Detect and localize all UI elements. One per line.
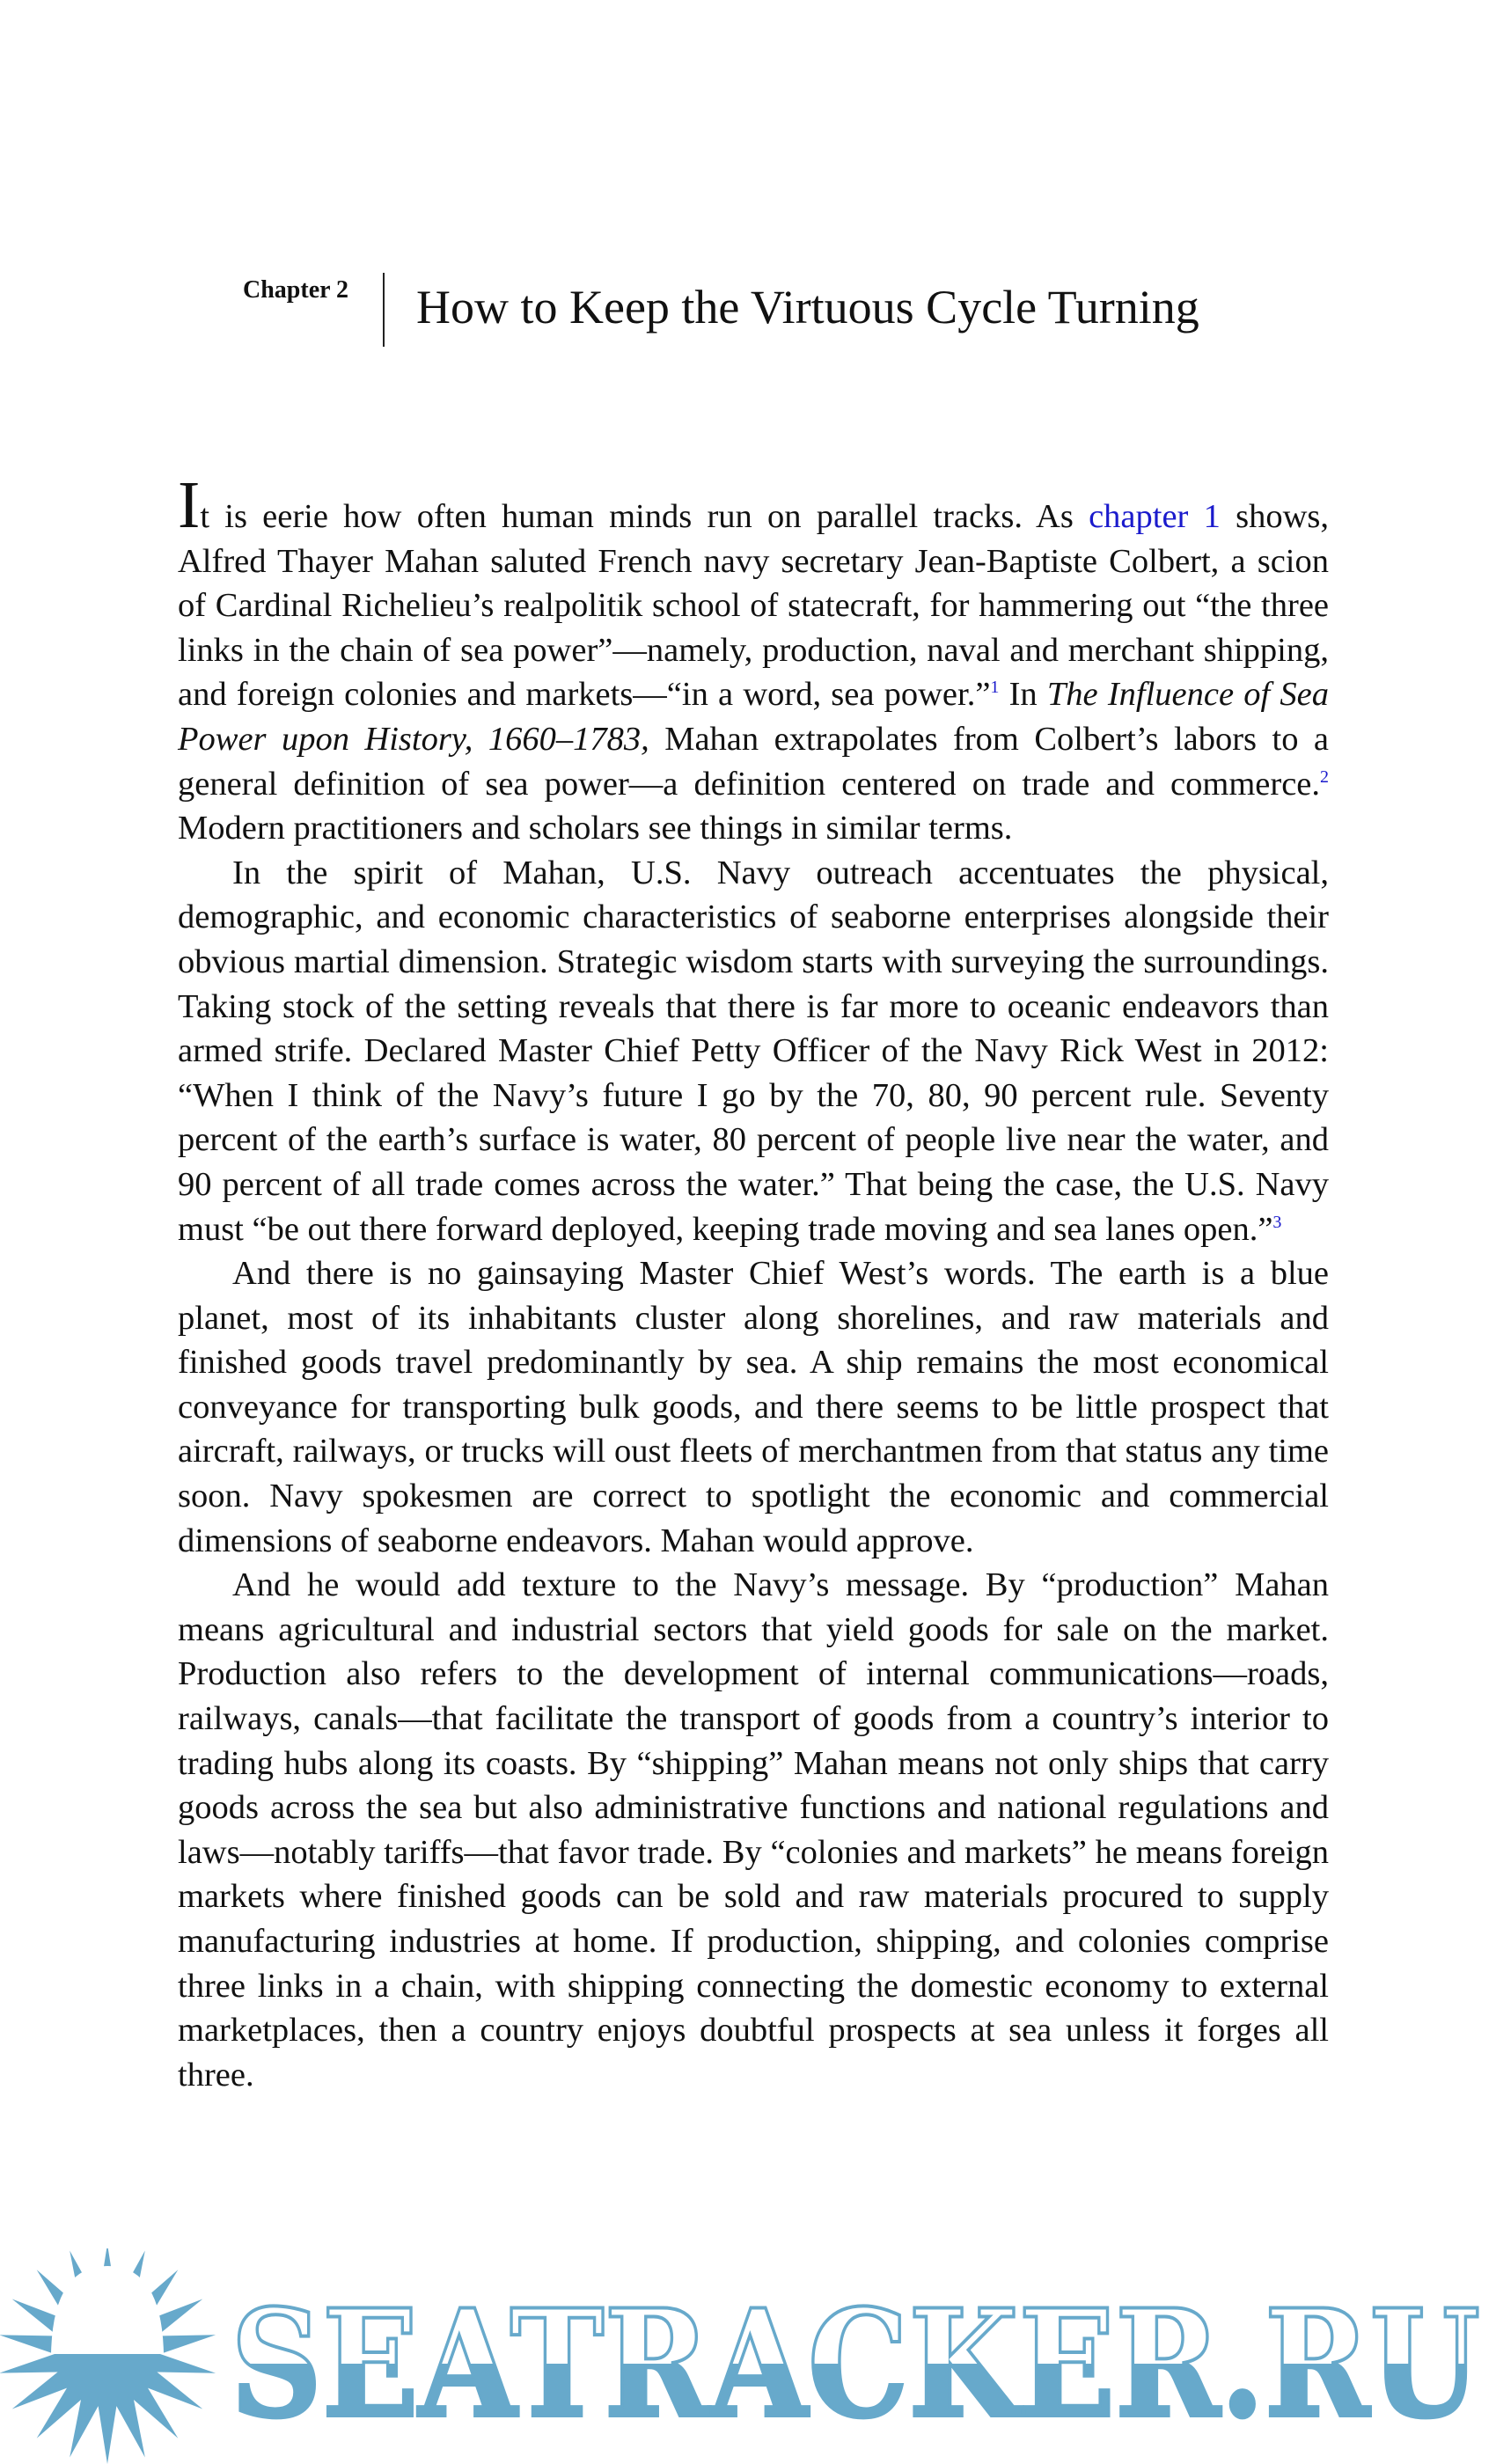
paragraph [178,851,1329,1251]
paragraph [178,468,1329,851]
text: t is eerie how often human minds run on parallel tracks. As [200,498,1089,535]
text: shows, Alfred Thayer Mahan saluted French navy secretary Jean-Baptiste Colbert, a scion of Cardinal Richelieu’s realpolitik school of statecraft, for hammering out “the three links in the chain of sea power”—namely, production, naval and merchant shipping, and foreign colonies and markets—“in a word, sea power.” [178,498,1329,714]
text: Modern practitioners and scholars see things in similar terms. [178,810,1013,847]
text: Mahan extrapolates from Colbert’s labors to a general definition of sea power—a definition centered on trade and commerce. [178,720,1329,803]
chapter-title: How to Keep the Virtuous Cycle Turning [416,281,1199,334]
text: In the spirit of Mahan, U.S. Navy outreach accentuates the physical, demographic, and economic characteristics of seaborne enterprises alongside their obvious martial dimension. Strategic wisdom starts with surveying the surroundings. Taking stock of the setting reveals that there is far more to oceanic endeavors than armed strife. Declared Master Chief Petty Officer of the Navy Rick West in 2012: “When I think of the Navy’s future I go by the 70, 80, 90 percent rule. Seventy percent of the earth’s surface is water, 80 percent of people live near the water, and 90 percent of all trade comes across the water.” That being the case, the U.S. Navy must “be out there forward deployed, keeping trade moving and sea lanes open.” [178,854,1329,1248]
paragraph [178,1251,1329,1563]
footnote-ref[interactable]: 3 [1272,1212,1282,1232]
paragraph [178,1563,1329,2097]
text: In [999,676,1047,714]
text: And there is no gainsaying Master Chief West’s words. The earth is a blue planet, most of its inhabitants cluster along shorelines, and raw materials and finished goods travel predominantly by sea. A ship remains the most economical conveyance for transporting bulk goods, and there seems to be little prospect that aircraft, railways, or trucks will oust fleets of merchantmen from that status any time soon. Navy spokesmen are correct to spotlight the economic and commercial dimensions of seaborne endeavors. Mahan would approve. [178,1255,1329,1559]
chapter-divider [383,273,385,347]
body-text [178,468,1329,2097]
footnote-ref[interactable]: 2 [1320,766,1329,787]
footnote-ref[interactable]: 1 [990,678,1000,698]
text: And he would add texture to the Navy’s message. By “production” Mahan means agricultural and industrial sectors that yield goods for sale on the market. Production also refers to the development of internal communications—roads, railways, canals—that facilitate the transport of goods from a country’s interior to trading hubs along its coasts. By “shipping” Mahan means not only ships that carry goods across the sea but also administrative functions and national regulations and laws—notably tariffs—that favor trade. By “colonies and markets” he means foreign markets where finished goods can be sold and raw materials procured to supply manufacturing industries at home. If production, shipping, and colonies comprise three links in a chain, with shipping connecting the domestic economy to external marketplaces, then a country enjoys doubtful prospects at sea unless it forges all three. [178,1566,1329,2094]
watermark-logo [0,2248,1496,2464]
book-title: The Influence of Sea Power upon History, 1660–1783, [178,676,1329,758]
chapter-link[interactable]: chapter 1 [1089,498,1221,535]
sun-icon [0,2248,216,2464]
watermark-text: SEATRACKER.RU [231,2277,1480,2451]
drop-cap: I [178,468,201,542]
chapter-label: Chapter 2 [243,276,349,304]
